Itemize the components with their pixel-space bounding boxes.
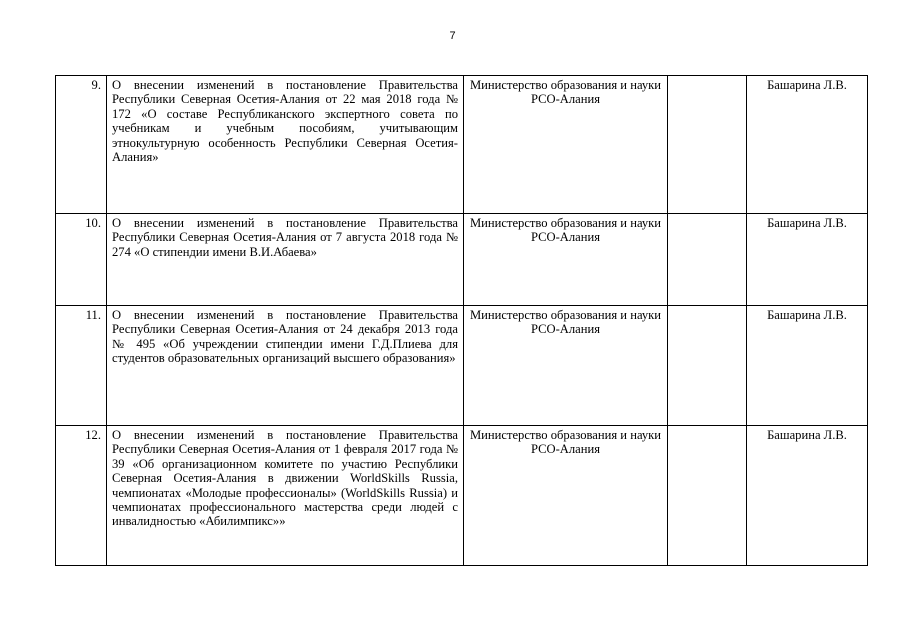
row-content: О внесении изменений в постановление Правительства Республики Северная Осетия-Алания от 1 февраля 2017 года № 39 «Об организационном комитете по участию Республики Северная Осетия-Алания в движении WorldSkills Russia, чемпионатах «Молодые профессионалы» (WorldSkills Russia) и чемпионатах профессионального мастерства среди людей с инвалидностью «Абилимпикс»»	[107, 426, 464, 566]
page-number: 7	[449, 30, 456, 42]
row-responsible: Башарина Л.В.	[747, 306, 868, 426]
table-row	[56, 426, 868, 566]
row-number: 9.	[56, 76, 107, 214]
row-ministry: Министерство образования и науки РСО-Алания	[464, 76, 668, 214]
row-number: 12.	[56, 426, 107, 566]
row-empty-cell	[668, 214, 747, 306]
document-table	[55, 75, 868, 566]
row-empty-cell	[668, 306, 747, 426]
table-row	[56, 214, 868, 306]
row-responsible: Башарина Л.В.	[747, 426, 868, 566]
row-content: О внесении изменений в постановление Правительства Республики Северная Осетия-Алания от 24 декабря 2013 года № 495 «Об учреждении стипендии имени Г.Д.Плиева для студентов образовательных организаций высшего образования»	[107, 306, 464, 426]
table-row	[56, 76, 868, 214]
row-responsible: Башарина Л.В.	[747, 76, 868, 214]
row-ministry: Министерство образования и науки РСО-Алания	[464, 214, 668, 306]
table-row	[56, 306, 868, 426]
row-number: 10.	[56, 214, 107, 306]
row-content: О внесении изменений в постановление Правительства Республики Северная Осетия-Алания от 22 мая 2018 года № 172 «О составе Республиканского экспертного совета по учебникам и учебным пособиям, учитывающим этнокультурную особенность Республики Северная Осетия-Алания»	[107, 76, 464, 214]
row-ministry: Министерство образования и науки РСО-Алания	[464, 426, 668, 566]
row-number: 11.	[56, 306, 107, 426]
row-empty-cell	[668, 426, 747, 566]
row-content: О внесении изменений в постановление Правительства Республики Северная Осетия-Алания от 7 августа 2018 года № 274 «О стипендии имени В.И.Абаева»	[107, 214, 464, 306]
row-ministry: Министерство образования и науки РСО-Алания	[464, 306, 668, 426]
row-responsible: Башарина Л.В.	[747, 214, 868, 306]
row-empty-cell	[668, 76, 747, 214]
